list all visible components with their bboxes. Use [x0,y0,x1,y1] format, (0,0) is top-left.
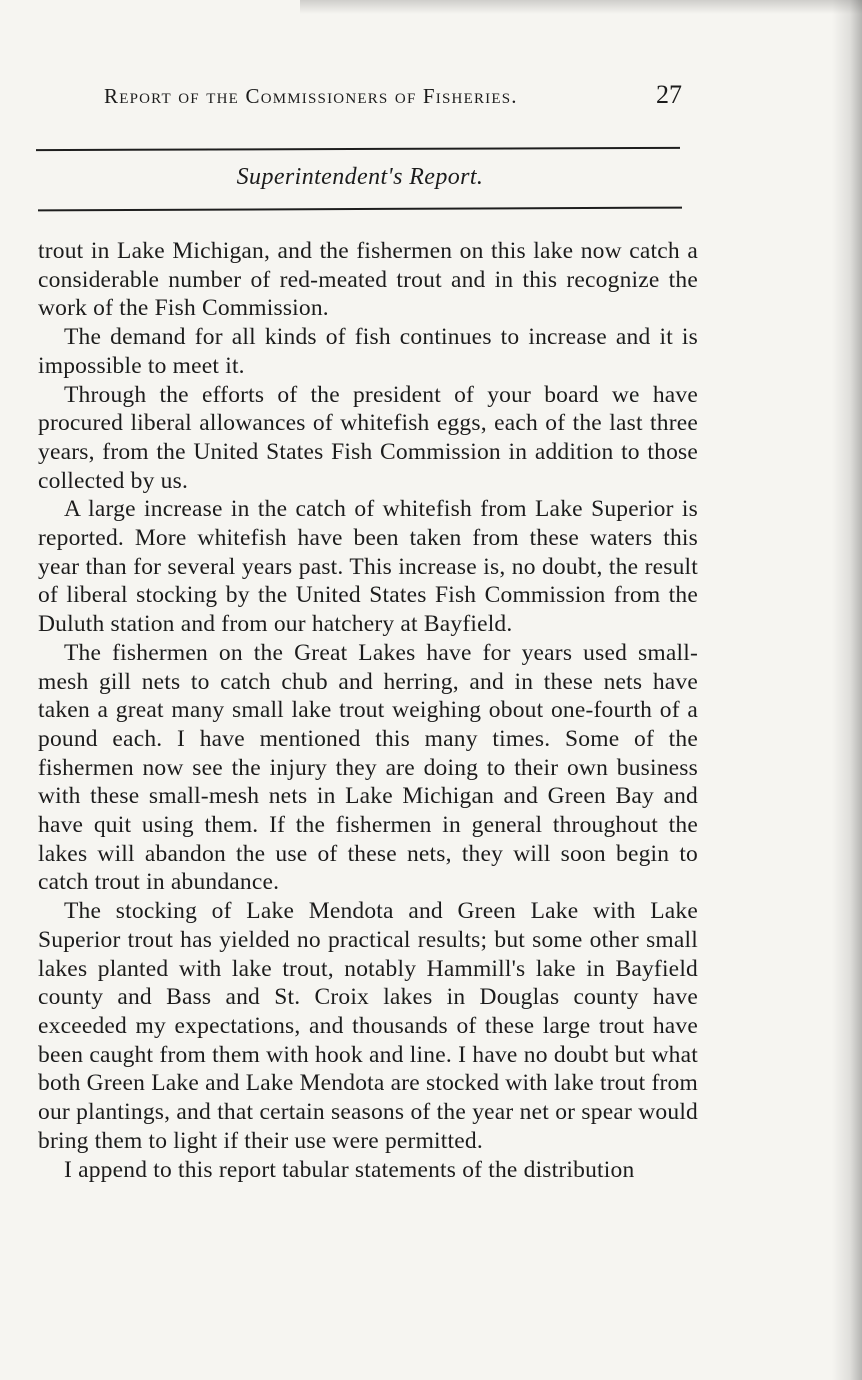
section-title: Superintendent's Report. [236,164,484,190]
running-header: Report of the Commissioners of Fisheries. [104,84,518,108]
scan-right-edge [832,0,862,1380]
page-number: 27 [656,80,682,109]
paragraph: The fishermen on the Great Lakes have for years used small-mesh gill nets to catch chub and herring, and in these nets have taken a great many small lake trout weighing obout one-fourth of a pound each. I have mentioned this many times. Some of the fishermen now see the injury they are doing to their own business with these small-mesh nets in Lake Michigan and Green Bay and have quit using them. If the fishermen in general throughout the lakes will abandon the use of these nets, they will soon begin to catch trout in abundance. [38,639,698,896]
paragraph-continuation: trout in Lake Michigan, and the fishermen on this lake now catch a considerable number of red-meated trout and in this recognize the work of the Fish Commission. [38,238,698,322]
paragraph: A large increase in the catch of whitefish from Lake Superior is reported. More whitefish have been taken from these waters this year than for several years past. This increase is, no doubt, the result of liberal stocking by the United States Fish Commission from the Duluth station and from our hatchery at Bayfield. [38,496,698,638]
page-body [38,237,698,1184]
paragraph: The stocking of Lake Mendota and Green Lake with Lake Superior trout has yielded no practical results; but some other small lakes planted with lake trout, notably Hammill's lake in Bayfield county and Bass and St. Croix lakes in Douglas county have exceeded my expectations, and thousands of these large trout have been caught from them with hook and line. I have no doubt but what both Green Lake and Lake Mendota are stocked with lake trout from our plantings, and that certain seasons of the year net or spear would bring them to light if their use were permitted. [38,898,698,1154]
paragraph: Through the efforts of the president of your board we have procured liberal allowances of whitefish eggs, each of the last three years, from the United States Fish Commission in addition to those collected by us. [38,381,698,494]
header-rule-top [36,147,680,151]
header-rule-bottom [38,207,682,212]
paragraph: The demand for all kinds of fish continues to increase and it is impossible to meet it. [38,324,698,379]
paragraph: I append to this report tabular statements of the distribution [64,1156,635,1183]
scan-top-edge [300,0,862,14]
